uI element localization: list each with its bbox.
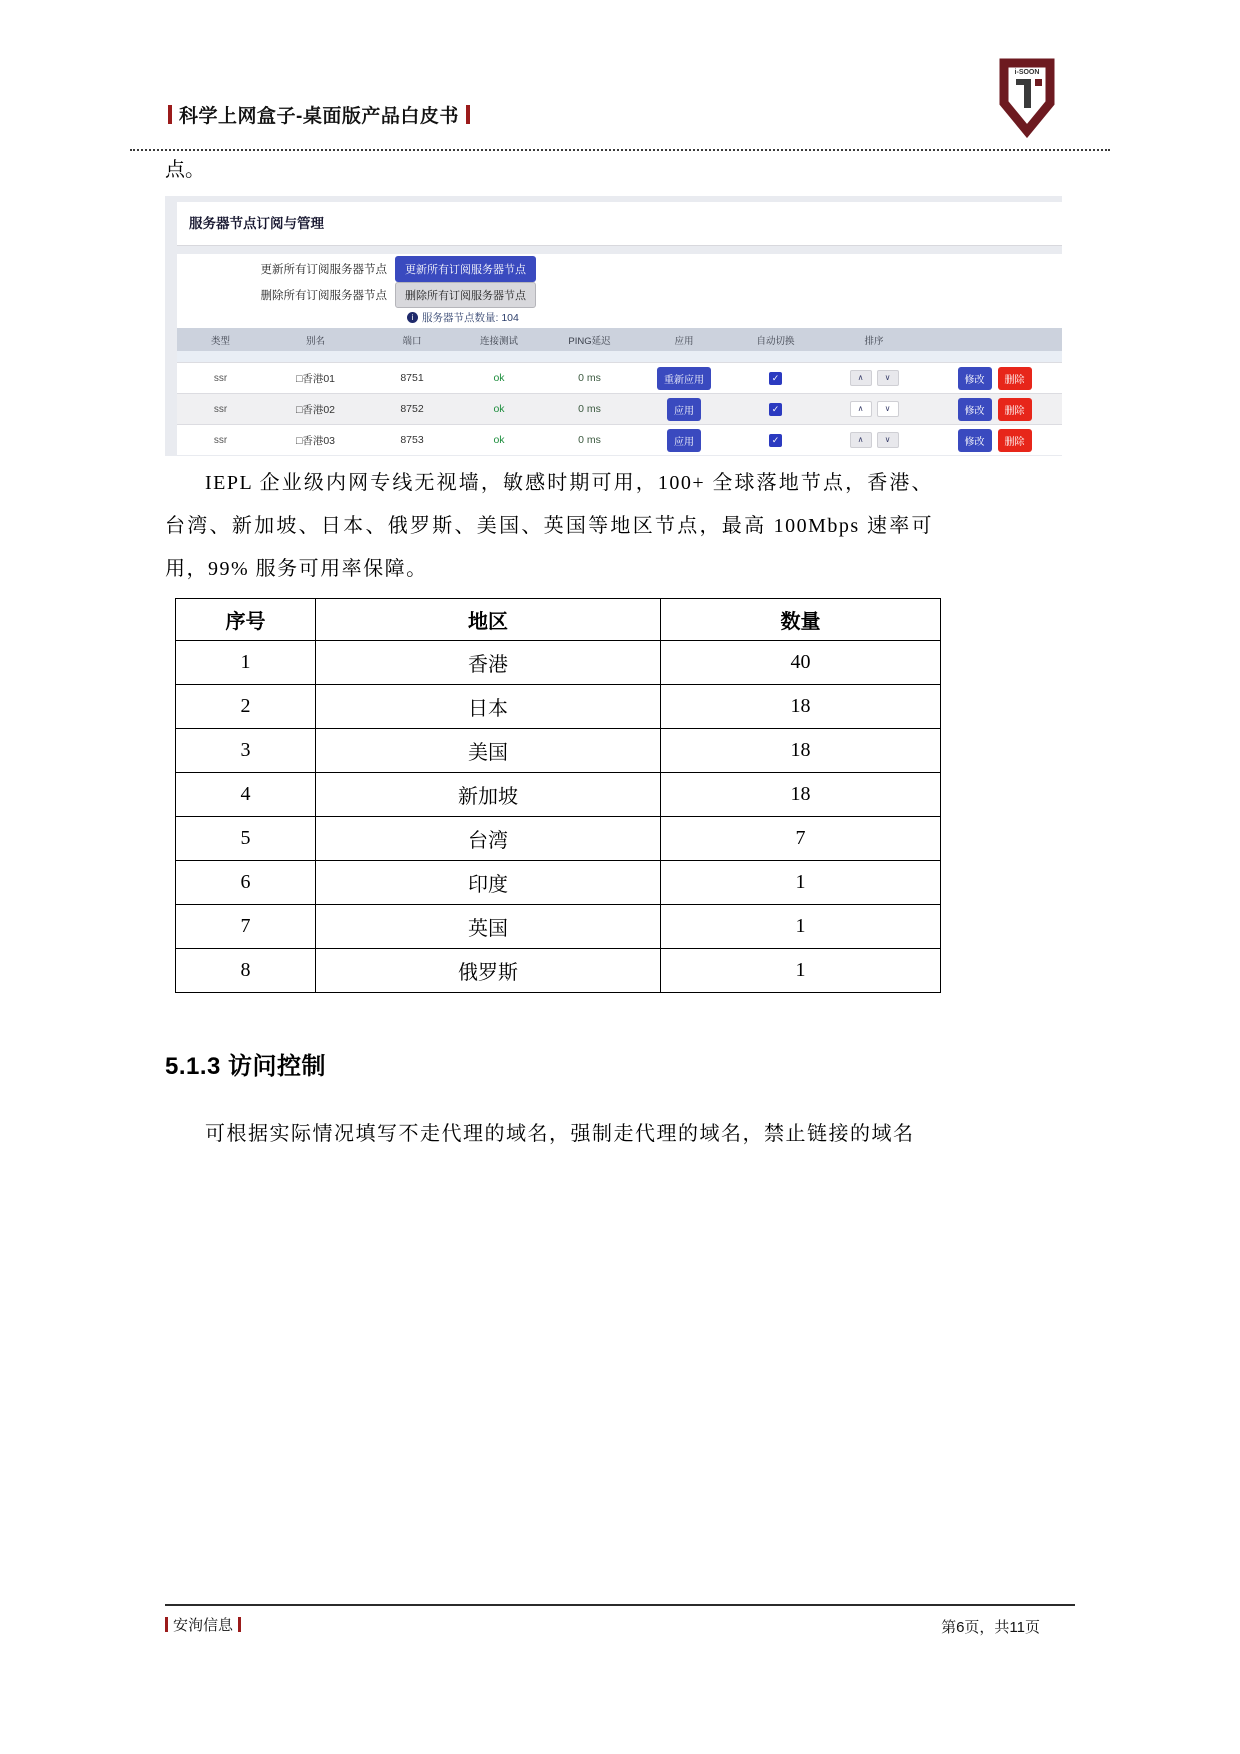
node-test-status: ok [493, 434, 505, 446]
table-row [176, 905, 941, 949]
cell-no: 6 [176, 861, 316, 905]
col-autoswitch: 自动切换 [756, 335, 795, 347]
node-alias: □香港01 [295, 372, 336, 385]
node-port: 8753 [400, 434, 424, 446]
footer-company [165, 1614, 241, 1635]
page-number: 第6页，共11页 [941, 1619, 1040, 1636]
header-count: 数量 [661, 599, 941, 641]
col-apply: 应用 [674, 335, 694, 347]
cell-no: 2 [176, 685, 316, 729]
sort-up-button[interactable] [850, 370, 872, 386]
node-row [177, 362, 1062, 393]
panel-gap [177, 246, 1062, 254]
panel-title: 服务器节点订阅与管理 [177, 202, 1062, 246]
cell-count: 1 [661, 905, 941, 949]
auto-switch-checkbox[interactable] [769, 372, 782, 385]
table-row [176, 773, 941, 817]
auto-switch-checkbox[interactable] [769, 434, 782, 447]
node-ping: 0 ms [578, 372, 601, 384]
cell-region: 台湾 [316, 817, 661, 861]
node-ping: 0 ms [578, 403, 601, 415]
delete-button[interactable]: 删除 [998, 398, 1032, 421]
col-type: 类型 [210, 335, 230, 347]
footer-divider [165, 1604, 1075, 1606]
header-divider [130, 149, 1110, 151]
table-row [176, 641, 941, 685]
cell-region: 美国 [316, 729, 661, 773]
node-type: ssr [213, 434, 228, 446]
section-heading: 5.1.3 访问控制 [165, 1053, 327, 1080]
cell-region: 印度 [316, 861, 661, 905]
node-port: 8751 [400, 372, 424, 384]
delete-button[interactable]: 删除 [998, 429, 1032, 452]
header-region: 地区 [316, 599, 661, 641]
cell-count: 18 [661, 773, 941, 817]
cell-region: 新加坡 [316, 773, 661, 817]
apply-button[interactable]: 应用 [667, 398, 701, 421]
node-table-header [177, 328, 1062, 351]
update-label: 更新所有订阅服务器节点 [260, 264, 387, 276]
table-strip [177, 351, 1062, 362]
auto-switch-checkbox[interactable] [769, 403, 782, 416]
chevron-down-icon: ∨ [884, 404, 891, 413]
sort-down-button[interactable] [877, 432, 899, 448]
red-bar-left [168, 105, 172, 124]
red-bar-left [165, 1617, 168, 1632]
chevron-up-icon: ∧ [857, 435, 864, 444]
check-icon: ✓ [771, 403, 780, 414]
node-alias: □香港03 [295, 434, 336, 447]
cell-count: 7 [661, 817, 941, 861]
cell-region: 俄罗斯 [316, 949, 661, 993]
shield-logo-icon [998, 58, 1056, 138]
cell-no: 3 [176, 729, 316, 773]
cell-count: 18 [661, 729, 941, 773]
cell-no: 1 [176, 641, 316, 685]
apply-button[interactable]: 重新应用 [657, 367, 711, 390]
col-test: 连接测试 [479, 335, 518, 347]
cell-no: 7 [176, 905, 316, 949]
node-row [177, 424, 1062, 455]
subscription-panel [177, 254, 1062, 328]
table-row [176, 817, 941, 861]
node-port: 8752 [400, 403, 424, 415]
node-ping: 0 ms [578, 434, 601, 446]
sort-up-button[interactable] [850, 432, 872, 448]
app-screenshot [165, 196, 1062, 456]
modify-button[interactable]: 修改 [958, 429, 992, 452]
cell-region: 日本 [316, 685, 661, 729]
chevron-down-icon: ∨ [884, 435, 891, 444]
lead-text: 点。 [165, 159, 205, 181]
sort-down-button[interactable] [877, 370, 899, 386]
col-sort: 排序 [864, 335, 884, 347]
node-type: ssr [213, 372, 228, 384]
doc-header [168, 101, 470, 128]
info-icon: i [407, 312, 418, 323]
modify-button[interactable]: 修改 [958, 367, 992, 390]
cell-count: 18 [661, 685, 941, 729]
chevron-down-icon: ∨ [884, 373, 891, 382]
region-table [175, 598, 941, 993]
check-icon: ✓ [771, 434, 780, 445]
check-icon: ✓ [771, 372, 780, 383]
company-name: 安洵信息 [173, 1617, 234, 1634]
access-paragraph: 可根据实际情况填写不走代理的域名，强制走代理的域名，禁止链接的域名 [205, 1123, 915, 1145]
node-type: ssr [213, 403, 228, 415]
node-alias: □香港02 [295, 403, 336, 416]
delete-row [177, 282, 1062, 308]
table-row [176, 685, 941, 729]
col-alias: 别名 [305, 335, 325, 347]
region-table-header-row [176, 599, 941, 641]
delete-all-button[interactable]: 删除所有订阅服务器节点 [395, 282, 536, 308]
col-port: 端口 [402, 335, 422, 347]
node-count-info [407, 310, 1062, 324]
table-row [176, 729, 941, 773]
cell-no: 5 [176, 817, 316, 861]
col-ping: PING延迟 [568, 335, 611, 347]
isoon-logo [998, 58, 1056, 138]
delete-button[interactable]: 删除 [998, 367, 1032, 390]
cell-region: 英国 [316, 905, 661, 949]
node-test-status: ok [493, 403, 505, 415]
node-count-text: 服务器节点数量: 104 [422, 311, 519, 324]
table-row [176, 949, 941, 993]
iepl-paragraph: IEPL 企业级内网专线无视墙，敏感时期可用，100+ 全球落地节点，香港、台湾、新加坡、日本、俄罗斯、美国、英国等地区节点，最高 100Mbps 速率可用，99% 服务可用率保障。 [165, 472, 933, 580]
cell-no: 8 [176, 949, 316, 993]
cell-region: 香港 [316, 641, 661, 685]
delete-label: 删除所有订阅服务器节点 [260, 290, 387, 302]
red-bar-right [238, 1617, 241, 1632]
modify-button[interactable]: 修改 [958, 398, 992, 421]
cell-count: 40 [661, 641, 941, 685]
chevron-up-icon: ∧ [857, 404, 864, 413]
cell-count: 1 [661, 949, 941, 993]
cell-no: 4 [176, 773, 316, 817]
update-all-button[interactable]: 更新所有订阅服务器节点 [395, 256, 536, 282]
chevron-up-icon: ∧ [857, 373, 864, 382]
sort-up-button[interactable] [850, 401, 872, 417]
svg-text:i-SOON: i-SOON [1014, 69, 1040, 76]
update-row [177, 256, 1062, 282]
sort-down-button[interactable] [877, 401, 899, 417]
red-bar-right [466, 105, 470, 124]
node-row [177, 393, 1062, 424]
table-row [176, 861, 941, 905]
node-test-status: ok [493, 372, 505, 384]
cell-count: 1 [661, 861, 941, 905]
apply-button[interactable]: 应用 [667, 429, 701, 452]
header-no: 序号 [176, 599, 316, 641]
doc-title: 科学上网盒子-桌面版产品白皮书 [179, 106, 459, 127]
